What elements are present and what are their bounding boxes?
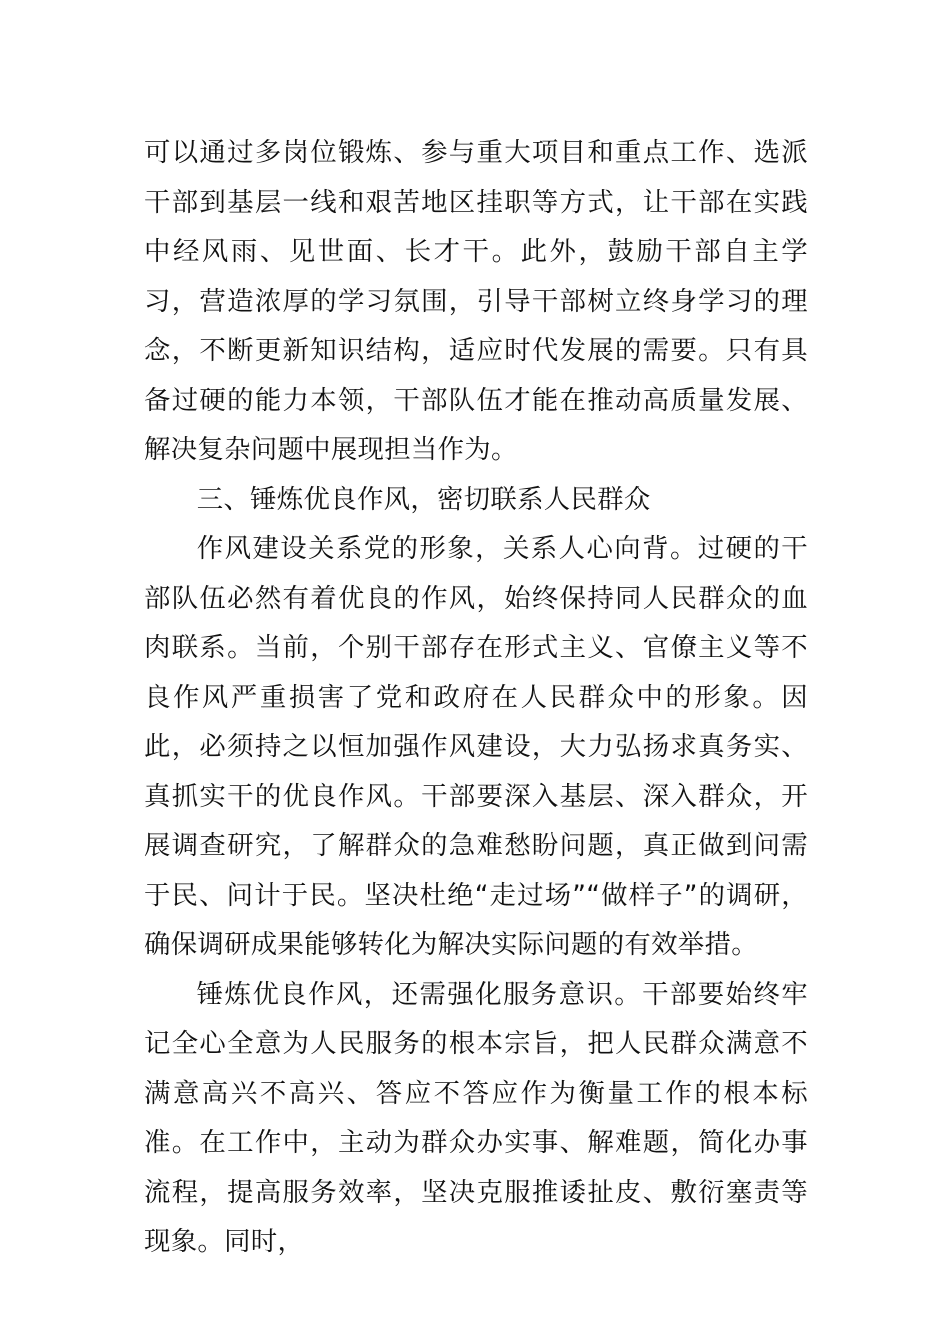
section-heading-work-style: 三、锤炼优良作风，密切联系人民群众 (196, 483, 651, 515)
document-body (144, 128, 808, 1267)
paragraph-ability-training: 可以通过多岗位锻炼、参与重大项目和重点工作、选派干部到基层一线和艰苦地区挂职等方式，让干部在实践中经风雨、见世面、长才干。此外，鼓励干部自主学习，营造浓厚的学习氛围，引导干部树立终身学习的理念，不断更新知识结构，适应时代发展的需要。只有具备过硬的能力本领，干部队伍才能在推动高质量发展、解决复杂问题中展现担当作为。 (144, 137, 808, 465)
paragraph-service-awareness: 锤炼优良作风，还需强化服务意识。干部要始终牢记全心全意为人民服务的根本宗旨，把人民群众满意不满意高兴不高兴、答应不答应作为衡量工作的根本标准。在工作中，主动为群众办实事、解难题，简化办事流程，提高服务效率，坚决克服推诿扯皮、敷衍塞责等现象。同时， (144, 978, 808, 1257)
paragraph-work-style: 作风建设关系党的形象，关系人心向背。过硬的干部队伍必然有着优良的作风，始终保持同人民群众的血肉联系。当前，个别干部存在形式主义、官僚主义等不良作风严重损害了党和政府在人民群众中的形象。因此，必须持之以恒加强作风建设，大力弘扬求真务实、真抓实干的优良作风。干部要深入基层、深入群众，开展调查研究，了解群众的急难愁盼问题，真正做到问需于民、问计于民。坚决杜绝“走过场”“做样子”的调研，确保调研成果能够转化为解决实际问题的有效举措。 (144, 533, 808, 960)
